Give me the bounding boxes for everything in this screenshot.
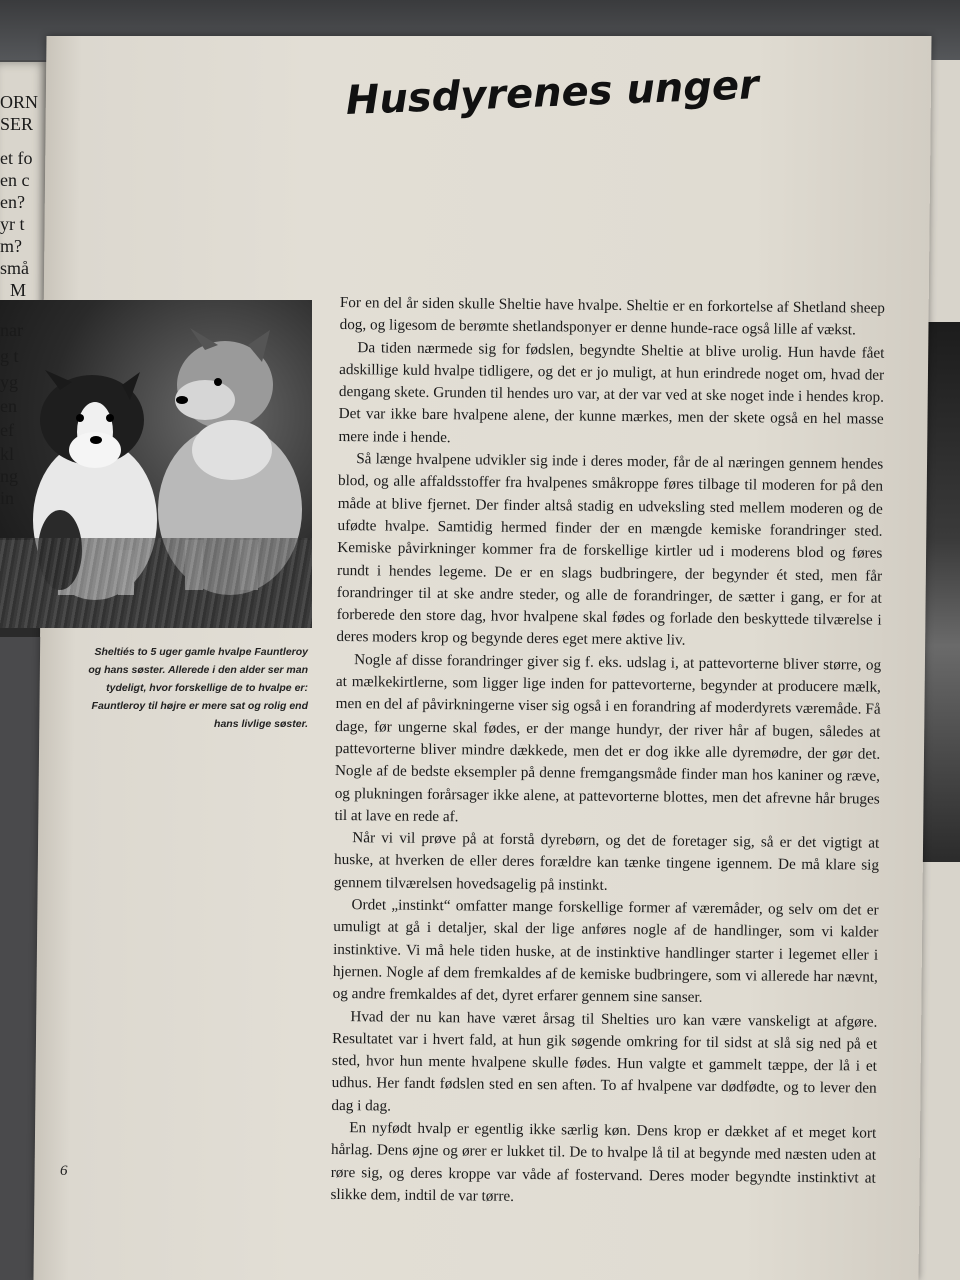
left-page-text-fragment: yr t xyxy=(0,214,25,234)
left-page-text-fragment: in xyxy=(0,488,15,508)
article-body xyxy=(330,292,885,1212)
left-page-text-fragment: nar xyxy=(0,320,23,340)
left-page-text-fragment: en? xyxy=(0,192,25,212)
paragraph: For en del år siden skulle Sheltie have hvalpe. Sheltie er en forkortelse af Shetland sheep dog, og ligesom de berømte shetlandsponyer er denne hunde-race også lille af vækst. xyxy=(339,293,885,339)
left-page-text-fragment: m? xyxy=(0,236,22,256)
puppies-photo xyxy=(0,300,312,628)
left-page-text-fragment: SER xyxy=(0,114,34,134)
photo-caption: Sheltiés to 5 uger gamle hvalpe Fauntleroy og hans søster. Allerede i den alder ser man tydeligt, hvor forskellige de to hvalpe er: Fauntleroy til højre er mere sat og rolig end hans livlige søster. xyxy=(88,646,308,730)
paragraph: En nyfødt hvalp er egentlig ikke særlig køn. Dens krop er dækket af et meget kort hårlag. Dens øjne og ører er lukket til. De to hvalpe lå til at begynde med næsten uden at røre sig, og deres kroppe var våde af fostervand. Deres moder begyndte instinktivt at slikke dem, indtil de var tørre. xyxy=(330,1119,877,1205)
left-page-text-fragment: M xyxy=(10,280,27,300)
paragraph: Ordet „instinkt“ omfatter mange forskellige former af væremåder, og selv om det er umuligt at gå i detaljer, skal der lige anføres nogle af de handlinger, som vi kalder instinktive. Vi må hele tiden huske, at de instinktive handlinger starter i legemet eller i hjernen. Nogle af dem fremkaldes af de kemiske budbringere, som vi allerede har nævnt, og andre fremkaldes af det, dyret erfarer gennem sine sanser. xyxy=(332,896,879,1007)
paragraph: Hvad der nu kan have været årsag til Shelties uro kan være vanskeligt at afgøre. Resultatet var i hvert fald, at hun gik søgende omkring for til sidst at slå sig ned på et sted, hvor hun mente hvalpene skulle fødes. Hun valgte et gammelt tæppe, der lå i et udhus. Her fandt fødslen sted en sen aften. To af hvalpene var dødfødte, og to lever den dag i dag. xyxy=(331,1007,878,1115)
left-page-text-fragment: ef xyxy=(0,420,14,440)
left-page-text-fragment: kl xyxy=(0,444,15,464)
left-page-text-fragment: g t xyxy=(0,346,19,366)
left-page-text-fragment: yg xyxy=(0,372,18,392)
left-page-text-fragment: en xyxy=(0,396,17,416)
page-title: Husdyrenes unger xyxy=(345,62,760,124)
left-page-text-fragment: en c xyxy=(0,170,30,190)
left-page-text-fragment: ORN xyxy=(0,92,39,112)
left-page-text-fragment: et fo xyxy=(0,148,33,168)
paragraph: Når vi vil prøve på at forstå dyrebørn, og det de foretager sig, så er det vigtigt at huske, at hverken de eller deres forældre kan tænke tingene igennem. De må klare sig gennem tilværelsen hovedsagelig på instinkt. xyxy=(333,829,880,894)
paragraph: Da tiden nærmede sig for fødslen, begyndte Sheltie at blive urolig. Hun havde fået adskillige kuld hvalpe tidligere, og det er jo muligt, at hun erindrede noget om, hvad der dengang skete. Grunden til hendes uro var, at der var ved at ske noget inde i hendes krop. Det var ikke bare hvalpene alene, der kunne mærkes, men der skete også en hel masse mere inde i hende. xyxy=(338,338,885,446)
grass xyxy=(0,538,312,628)
paragraph: Så længe hvalpene udvikler sig inde i deres moder, får de al næringen gennem hendes blod, og alle affaldsstoffer fra hvalpenes småkroppe føres tilbage til moderen for på den måde at blive fjernet. Der finder altså stadig en udveksling sted mellem moderen og de ufødte hvalpe. Samtidig hermed finder der en mængde kemiske forandringer sted. Kemiske påvirkninger kommer fra de forskellige kirtler ud i moderens blod og føres rundt i hendes legeme. De er en slags budbringere, der begynder ét sted, men får forandringer til at ske andre steder, og alle de forandringer, de sætter i gang, er for at forberede den store dag, hvor hvalpene skal fødes og forlade den beskyttede tilværelse i deres moders krop og begynde deres eget mere aktive liv. xyxy=(336,450,884,650)
page-number: 6 xyxy=(60,1163,68,1179)
left-page-text-fragment: små xyxy=(0,258,29,278)
left-page-text-fragment: ng xyxy=(0,466,18,486)
paragraph: Nogle af disse forandringer giver sig f. eks. udslag i, at pattevorterne bliver større, og at mælkekirtlerne, som ligger lige inden for pattevorterne, begynder at producere mælk, men en del af påvirkningerne viser sig også i en forandring af moderdyrets væremåde. Få dage, før ungerne skal fødes, er der mange hundyr, der river hår af bugen, således at pattevorterne bliver mindre dækkede, men det er dog ikke alle dyremødre, der gør det. Nogle af de bedste eksempler på denne fremgangsmåde finder man hos kaniner og ræve, og plukningen forårsager ikke alene, at pattevorterne blottes, men det afrevne hår bruges til at lave en rede af. xyxy=(334,650,882,826)
